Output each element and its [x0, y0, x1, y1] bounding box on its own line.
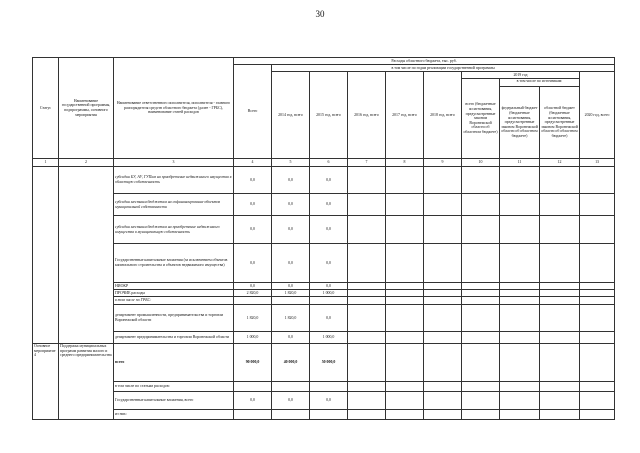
- row-2015: 50 000,0: [310, 344, 348, 382]
- column-number: 11: [500, 159, 540, 167]
- row-label: из них:: [114, 410, 234, 420]
- row-2015: 1 000,0: [310, 290, 348, 297]
- row-total: 0,0: [234, 194, 272, 216]
- row-2014: 0,0: [272, 216, 310, 244]
- column-numbers-row: [33, 159, 615, 167]
- page-number: 30: [315, 9, 325, 19]
- table-row: [33, 283, 615, 290]
- header-executor: Наименование ответственного исполнителя, исполнителя - главного распорядителя средств областного бюджета (далее - ГРБС), наименование статей расходов: [114, 58, 234, 159]
- row-2014: 0,0: [272, 167, 310, 194]
- header-total: Всего: [234, 65, 272, 159]
- row-label: департамент предпринимательства и торговли Воронежской области: [114, 332, 234, 344]
- row-label: Государственные капитальные вложения (за исключением объектов капитального строительства и объектов недвижимого имущества): [114, 244, 234, 283]
- row-2014: 0,0: [272, 194, 310, 216]
- header-2019-sources-cell: [500, 79, 580, 159]
- row-total: 0,0: [234, 167, 272, 194]
- row-2015: 0,0: [310, 392, 348, 410]
- row-label: субсидии местным бюджетам на приобретение недвижимого имущества в муниципальную собственность: [114, 216, 234, 244]
- row-2015: 0,0: [310, 283, 348, 290]
- row-label: всего: [114, 344, 234, 382]
- row-label: департамент промышленности, предпринимательства и торговли Воронежской области: [114, 305, 234, 332]
- header-2019: 2019 год: [462, 72, 580, 79]
- table-row: [33, 297, 615, 305]
- header-status: Статус: [33, 58, 59, 159]
- column-number: 9: [424, 159, 462, 167]
- row-total: 0,0: [234, 392, 272, 410]
- header-2016: 2016 год, всего: [348, 72, 386, 159]
- row-label: субсидии местным бюджетам на софинансирование объектов муниципальной собственности: [114, 194, 234, 216]
- column-number: 8: [386, 159, 424, 167]
- row-2015: 1 000,0: [310, 332, 348, 344]
- table-row: [33, 194, 615, 216]
- measure4-status: Основное мероприятие 4: [33, 344, 59, 420]
- header-2019-regional: областной бюджет (бюджетные ассигнования, предусмотренные законом Воронежской области об областном бюджете): [541, 106, 578, 139]
- header-2014: 2014 год, всего: [272, 72, 310, 159]
- row-2014: 0,0: [272, 244, 310, 283]
- table-row: [33, 290, 615, 297]
- header-program-name: Наименование государственной программы, подпрограммы, основного мероприятия: [59, 58, 114, 159]
- budget-table: [32, 57, 615, 420]
- table-row: [33, 392, 615, 410]
- header-2015: 2015 год, всего: [310, 72, 348, 159]
- header-2017: 2017 год, всего: [386, 72, 424, 159]
- row-label: НИОКР: [114, 283, 234, 290]
- row-label: в том числе по статьям расходов:: [114, 382, 234, 392]
- row-total: 2 820,0: [234, 290, 272, 297]
- column-number: 3: [114, 159, 234, 167]
- row-2015: 0,0: [310, 167, 348, 194]
- column-number: 2: [59, 159, 114, 167]
- measure4-name: Поддержка муниципальных программ развития малого и среднего предпринимательства: [59, 344, 114, 420]
- row-total: 0,0: [234, 283, 272, 290]
- table-row: [33, 332, 615, 344]
- column-number: 6: [310, 159, 348, 167]
- row-2015: 0,0: [310, 244, 348, 283]
- row-2015: 0,0: [310, 216, 348, 244]
- row-2014: 40 000,0: [272, 344, 310, 382]
- column-number: 13: [580, 159, 615, 167]
- table-row: [33, 382, 615, 392]
- table-row: [33, 167, 615, 194]
- row-label: в том числе по ГРБС:: [114, 297, 234, 305]
- header-expenses-title: Расходы областного бюджета, тыс. руб.: [234, 58, 615, 65]
- header-2018: 2018 год, всего: [424, 72, 462, 159]
- header-2020: 2020 год, всего: [580, 72, 615, 159]
- row-2015: 0,0: [310, 305, 348, 332]
- column-number: 7: [348, 159, 386, 167]
- row-label: Государственные капитальные вложения, всего: [114, 392, 234, 410]
- table-row: [33, 244, 615, 283]
- row-2014: 0,0: [272, 283, 310, 290]
- header-2019-sources: в том числе по источникам:: [500, 79, 579, 87]
- row-total: 0,0: [234, 216, 272, 244]
- row-label: субсидии БУ, АУ, ГУПам на приобретение недвижимого имущества в областную собственность: [114, 167, 234, 194]
- row-label: ПРОЧИЕ расходы: [114, 290, 234, 297]
- row-2014: 1 820,0: [272, 290, 310, 297]
- table-row: [33, 216, 615, 244]
- header-2019-total: всего (бюджетные ассигнования, предусмотренные законом Воронежской области об областном бюджете): [462, 79, 500, 159]
- table-row: [33, 410, 615, 420]
- table-row: [33, 344, 615, 382]
- table-row: [33, 305, 615, 332]
- row-2014: 0,0: [272, 332, 310, 344]
- column-number: 1: [33, 159, 59, 167]
- row-total: 90 000,0: [234, 344, 272, 382]
- row-2014: 0,0: [272, 392, 310, 410]
- header-by-years: в том числе по годам реализации государственной программы: [272, 65, 615, 72]
- column-number: 12: [540, 159, 580, 167]
- row-2014: 1 820,0: [272, 305, 310, 332]
- row-total: 1 820,0: [234, 305, 272, 332]
- row-total: 1 000,0: [234, 332, 272, 344]
- row-total: 0,0: [234, 244, 272, 283]
- row-2015: 0,0: [310, 194, 348, 216]
- header-2019-federal: федеральный бюджет (бюджетные ассигнования, предусмотренные законом Воронежской области об областном бюджете): [500, 87, 540, 158]
- column-number: 10: [462, 159, 500, 167]
- column-number: 5: [272, 159, 310, 167]
- column-number: 4: [234, 159, 272, 167]
